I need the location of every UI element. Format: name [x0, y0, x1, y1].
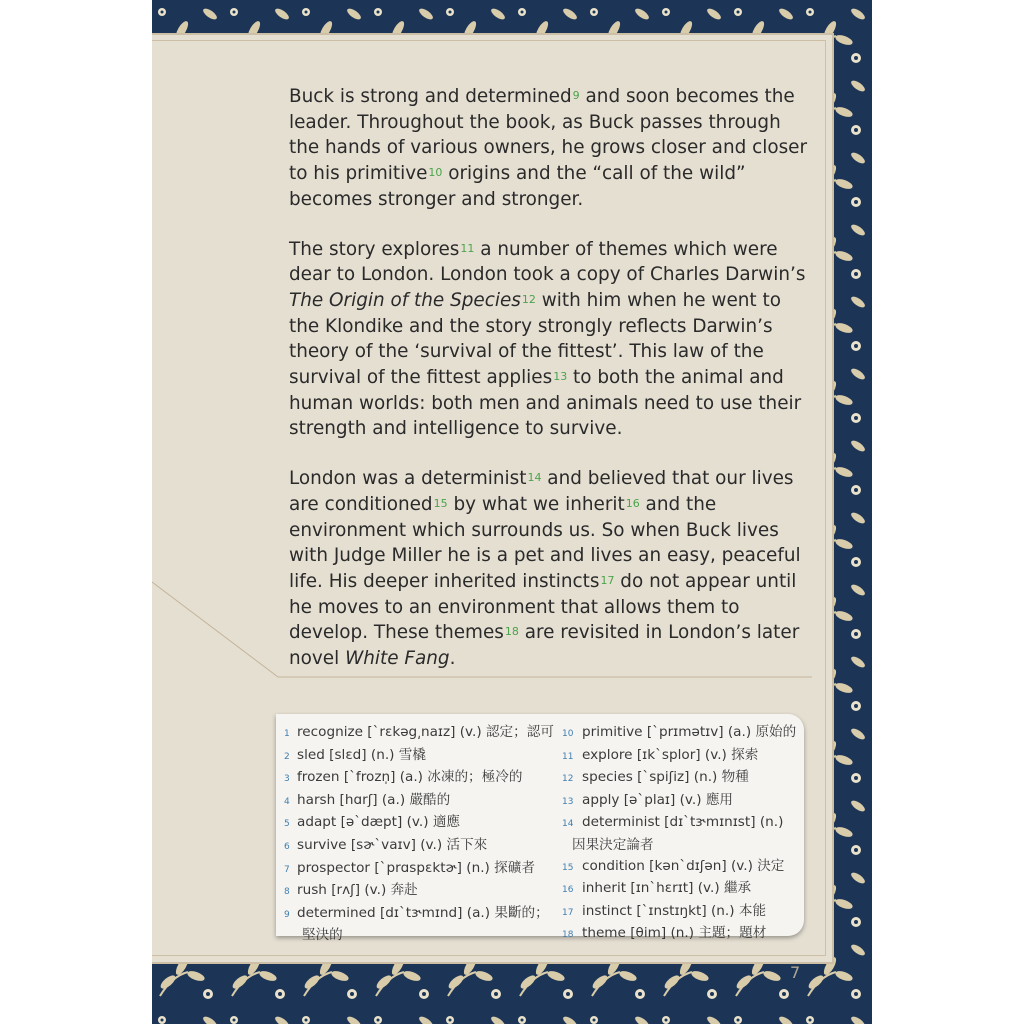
book-page	[152, 0, 872, 1024]
vocab-definition: primitive [ˋprɪmətɪv] (a.) 原始的	[582, 724, 797, 740]
vocab-definition: explore [ɪkˋsplor] (v.) 探索	[582, 746, 759, 763]
vocab-definition: recognize [ˋrɛkəg͵naɪz] (v.) 認定；認可	[297, 724, 554, 740]
vocab-definition: inherit [ɪnˋhɛrɪt] (v.) 繼承	[582, 880, 752, 897]
vocab-entry	[284, 880, 552, 903]
vocab-entry	[562, 812, 802, 835]
vocab-definition: prospector [ˋprɑspɛktɚ] (n.) 探礦者	[297, 859, 535, 876]
footnote-marker: 11	[460, 241, 475, 255]
vocab-entry	[562, 856, 802, 879]
vocab-number: 8	[284, 887, 290, 898]
vocab-entry	[284, 858, 552, 881]
vocab-definition: determined [dɪˋtɝmɪnd] (a.) 果斷的；	[297, 904, 549, 921]
vocab-definition: 堅決的	[302, 927, 343, 944]
vocab-number: 6	[284, 841, 290, 852]
text-run: to both the animal and human worlds: both men and animals need to use their strength and intelligence to survive.	[289, 367, 802, 440]
body-text	[289, 84, 809, 696]
vocabulary-box	[276, 714, 804, 944]
footnote-marker: 13	[553, 370, 568, 384]
vocab-number: 9	[284, 909, 290, 920]
vocab-definition: instinct [ˋɪnstɪŋkt] (n.) 本能	[582, 902, 767, 919]
book-title: The Origin of the Species	[289, 289, 521, 311]
text-run: and believed that our lives are conditioned	[289, 468, 794, 515]
text-run: a number of themes which were dear to London. London took a copy of Charles Darwin’s	[289, 238, 806, 286]
vocab-definition: species [ˋspiʃiz] (n.) 物種	[582, 769, 749, 786]
text-run: and soon becomes the leader. Throughout the book, as Buck passes through the hands of various owners, he grows closer and closer to his primitive	[289, 86, 808, 185]
text-run: .	[449, 648, 456, 670]
text-run: Buck is strong and determined	[289, 86, 572, 107]
vocab-number: 3	[284, 774, 290, 785]
footnote-marker: 14	[527, 471, 542, 485]
vocab-entry	[562, 767, 802, 790]
vocab-entry	[284, 722, 552, 745]
footnote-marker: 16	[625, 496, 640, 510]
text-run: origins and the “call of the wild” becomes stronger and stronger.	[289, 163, 746, 210]
vocab-number: 15	[562, 862, 574, 873]
vocab-entry	[284, 903, 552, 926]
vocab-entry	[562, 745, 802, 768]
vocab-entry	[284, 925, 552, 946]
vocabulary-column-right	[562, 722, 802, 946]
vocab-entry	[284, 790, 552, 813]
footnote-marker: 10	[428, 166, 443, 180]
vocab-number: 16	[562, 885, 574, 896]
footnote-marker: 15	[433, 496, 448, 510]
vocab-definition: theme [θim] (n.) 主題；題材	[582, 925, 767, 942]
vocab-entry	[562, 878, 802, 901]
page-number: 7	[790, 963, 801, 982]
book-title: White Fang	[345, 648, 450, 670]
vocab-number: 4	[284, 796, 290, 807]
vocab-definition: condition [kənˋdɪʃən] (v.) 決定	[582, 857, 785, 874]
vocab-definition: sled [slɛd] (n.) 雪橇	[297, 746, 426, 763]
footnote-marker: 12	[521, 292, 536, 306]
footnote-marker: 17	[600, 573, 615, 587]
vocab-number: 5	[284, 819, 290, 830]
vocab-definition: 因果決定論者	[572, 836, 654, 853]
vocab-number: 13	[562, 796, 574, 807]
vocab-entry	[284, 835, 552, 858]
vocab-definition: frozen [ˋfrozn̩] (a.) 冰凍的；極冷的	[297, 769, 523, 786]
vocab-entry	[562, 901, 802, 924]
vocab-definition: harsh [hɑrʃ] (a.) 嚴酷的	[297, 791, 451, 808]
paragraph	[289, 84, 809, 213]
vocab-number: 7	[284, 864, 290, 875]
footnote-marker: 9	[572, 89, 580, 102]
text-run: with him when he went to the Klondike and the story strongly reflects Darwin’s theory of the ‘survival of the fittest’. This law of the survival of the fittest applies	[289, 289, 781, 389]
vocab-definition: survive [sɚˋvaɪv] (v.) 活下來	[297, 836, 488, 853]
vocab-entry	[562, 722, 802, 745]
paragraph	[289, 466, 809, 672]
vocab-number: 11	[562, 751, 574, 762]
vocab-entry	[562, 790, 802, 813]
text-run: do not appear until he moves to an environment that allows them to develop. These themes	[289, 570, 797, 644]
vocab-number: 10	[562, 729, 574, 739]
vocab-entry	[284, 767, 552, 790]
vocab-entry	[284, 812, 552, 835]
text-run: and the environment which surrounds us. So when Buck lives with Judge Miller he is a pet and lives an easy, peaceful life. His deeper inherited instincts	[289, 493, 801, 592]
vocab-definition: apply [əˋplaɪ] (v.) 應用	[582, 791, 734, 808]
vocab-definition: adapt [əˋdæpt] (v.) 適應	[297, 814, 461, 831]
text-run: are revisited in London’s later novel	[289, 622, 800, 670]
text-run: by what we inherit	[447, 493, 625, 515]
vocabulary-column-left	[284, 722, 552, 946]
vocab-number: 18	[562, 930, 574, 941]
vocab-number: 12	[562, 774, 574, 785]
vocab-definition: determinist [dɪˋtɝmɪnɪst] (n.)	[582, 814, 784, 831]
vocab-entry	[562, 923, 802, 946]
paragraph	[289, 237, 809, 443]
vocab-entry	[284, 745, 552, 768]
vocab-number: 14	[562, 819, 574, 830]
vocab-number: 1	[284, 729, 290, 739]
vocab-number: 2	[284, 751, 290, 762]
vocab-number: 17	[562, 907, 574, 918]
footnote-marker: 18	[504, 625, 519, 639]
text-run: The story explores	[289, 238, 460, 260]
vocab-definition: rush [rʌʃ] (v.) 奔赴	[297, 882, 418, 899]
text-run: London was a determinist	[289, 468, 527, 490]
vocab-entry	[562, 835, 802, 856]
